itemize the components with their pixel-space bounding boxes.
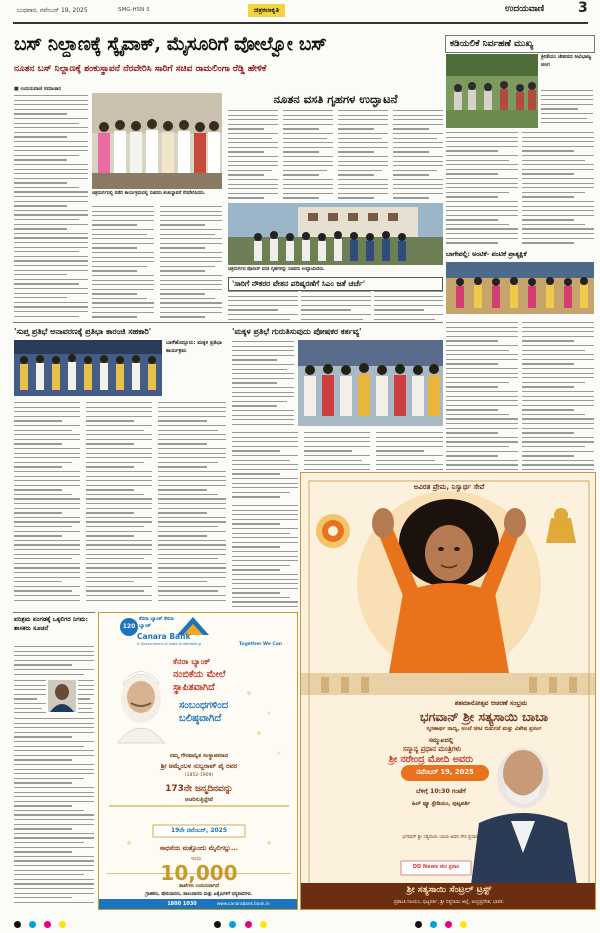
obit-lines-side-r xyxy=(78,680,94,714)
sai-presence: ಸಮ್ಮುಖದಲ್ಲಿ xyxy=(428,737,454,744)
magenta-mark-3 xyxy=(445,921,452,928)
sai-date: ನವೆಂಬರ್ 19, 2025 xyxy=(416,768,474,776)
sai-name: ಭಗವಾನ್ ಶ್ರೀ ಸತ್ಯಸಾಯಿ ಬಾಬಾ xyxy=(419,709,549,724)
sai-trust: ಶ್ರೀ ಸತ್ಯಸಾಯಿ ಸೆಂಟ್ರಲ್ ಟ್ರಸ್ಟ್ xyxy=(406,885,492,895)
canara-tagline: Together We Can xyxy=(239,642,282,647)
right-headline: ಕಡಿಯಲಿಕೆ ನಿರ್ವಹಣೆ ಮುಖ್ಯ xyxy=(445,35,595,53)
mid-story-lines-b xyxy=(160,206,222,318)
print-marks xyxy=(14,914,589,924)
canara-website: www.canarabank.bank.in xyxy=(217,901,270,906)
hostel-headline: ನೂತನ ವಸತಿ ಗೃಹಗಳ ಉದ್ಘಾಟನೆ xyxy=(273,92,398,106)
obit-photo xyxy=(48,680,76,712)
right-side-note: ಕ್ರೀಡೆಯು ಜೀವನದ ಅವಿಭಾಜ್ಯ ಅಂಗ xyxy=(541,54,592,68)
canara-anniv: 120 xyxy=(122,623,136,630)
main-headline: ಬಸ್‌ ನಿಲ್ದಾಣಕ್ಕೆ ಸ್ಕೈವಾಕ್, ಮೈಸೂರಿಗೆ ವೋಲ್ವೋ ಬಸ್ xyxy=(14,34,327,55)
page-number: 3 xyxy=(578,0,588,16)
right-col-lines-a xyxy=(446,132,518,247)
canara-celebrating: ಆಚರಿಸುತ್ತಿದ್ದೇವೆ xyxy=(185,797,213,803)
sai-ad xyxy=(300,472,596,910)
story5-photo xyxy=(298,340,443,426)
canara-today: ಇಂದು xyxy=(191,856,202,862)
sai-live: ಭಗವಾನ್ ಶ್ರೀ ಸತ್ಯಸಾಯಿ ಬಾಬಾ ಅವರ ನೇರ ಪ್ರಸಾರ xyxy=(402,835,478,840)
canara-toll-free: 1800 1030 xyxy=(167,901,197,907)
story3-lines-a xyxy=(446,322,518,472)
divider-2 xyxy=(13,612,95,613)
story4-lines-b xyxy=(86,402,152,607)
story2-lines-c xyxy=(374,291,443,321)
canara-footer: ಗ್ರಾಹಕರು, ಷೇರುದಾರರು, ಪಾಲುದಾರರು ಮತ್ತು ಹಿತೈಷಿಗಳಿಗೆ ಧನ್ಯವಾದಗಳು. xyxy=(145,892,253,897)
divider-1 xyxy=(13,322,443,323)
sai-release: ಸ್ಮರಣಾರ್ಥ ನಾಣ್ಯ, ಅಂಚೆ ಚೀಟಿ ಬಿಡುಗಡೆ ಮತ್ತು ವಿಶೇಷ ಪ್ರಸಂಗ xyxy=(426,726,542,732)
story2-lines-b xyxy=(301,291,371,321)
magenta-mark xyxy=(44,921,51,928)
story-headline-4: 'ಸುಪ್ತ ಪ್ರತಿಭೆ ಅನಾವರಣಕ್ಕೆ ಪ್ರತಿಭಾ ಕಾರಂಜಿ ಸಹಕಾರಿ' xyxy=(14,326,152,336)
canara-founder-1: ನಮ್ಮ ಗೌರವಾನ್ವಿತ ಸಂಸ್ಥಾಪಕರಾದ xyxy=(169,753,229,759)
hostel-photo xyxy=(228,203,443,265)
story5-lines-e xyxy=(232,505,298,607)
canara-name-en: Canara Bank xyxy=(137,632,191,641)
canara-value-line: ಸಾಧನೆಯ ಮತ್ತೊಂದು ಮೈಲಿಗಲ್ಲು... xyxy=(159,844,239,852)
right-side-lines xyxy=(541,90,593,126)
right-col-lines-b xyxy=(522,132,594,247)
canara-ad xyxy=(98,612,298,910)
canara-sub: A Government of India Undertaking xyxy=(137,642,201,646)
obit-lines-b xyxy=(14,718,94,908)
photo-caption-1: ಚಿತ್ರದುರ್ಗದಲ್ಲಿ ನಡೆದ ಕಾರ್ಯಕ್ರಮದಲ್ಲಿ ಸಚಿವರು ಶಂಕುಸ್ಥಾಪನೆ ನೆರವೇರಿಸಿದರು. xyxy=(92,191,206,196)
hostel-lines-d xyxy=(393,110,443,200)
sai-pm-name: ಶ್ರೀ ನರೇಂದ್ರ ಮೋದಿ ಅವರು xyxy=(388,754,474,765)
bureau-line: ■ ಉದಯವಾಣಿ ಸಮಾಚಾರ xyxy=(14,86,61,92)
story5-lines-c xyxy=(304,432,370,470)
story5-lines-d xyxy=(376,432,443,470)
story4-lines-c xyxy=(158,402,226,607)
date-line: ಬುಧವಾರ, ನವೆಂಬರ್ 19, 2025 xyxy=(17,7,88,14)
canara-headline-3: ಸ್ಥಾಪಿತವಾಗಿದೆ xyxy=(173,682,215,693)
cyan-mark-3 xyxy=(430,921,437,928)
story3-photo xyxy=(446,262,594,314)
yellow-mark xyxy=(59,921,66,928)
right-top-photo xyxy=(446,54,538,128)
yellow-mark-2 xyxy=(260,921,267,928)
magenta-mark-2 xyxy=(245,921,252,928)
canara-headline-5: ಬಲಿಷ್ಠವಾಗಿದೆ xyxy=(179,713,222,724)
sai-pm-title: ಸನ್ಮಾನ್ಯ ಪ್ರಧಾನ ಮಂತ್ರಿಗಳು xyxy=(402,745,462,753)
canara-founder-2: ಶ್ರೀ ಅಮ್ಮೆಂಬಳ ಸುಬ್ಬರಾವ್ ಪೈ ರವರ xyxy=(160,762,238,770)
black-mark xyxy=(214,921,221,928)
edition-code: SMG-HSN 3 xyxy=(118,7,150,13)
sai-centenary: ಶತಮಾನೋತ್ಸವ ಆಚರಣೆ ಸಂಭ್ರಮ xyxy=(454,699,528,707)
canara-birth-anniv: 173ನೇ ಜನ್ಮದಿನವನ್ನು xyxy=(165,784,233,794)
story-headline-3: ಬಾಗೇಪಲ್ಲಿ: ಅಂಟಿಕೆ- ಪಂಟಿಕೆ ಪ್ರಾತ್ಯಕ್ಷಿಕೆ xyxy=(446,250,527,258)
left-story-lines xyxy=(14,95,88,320)
canara-date: 19ನೇ ನವೆಂಬರ್, 2025 xyxy=(170,827,228,834)
hostel-lines-c xyxy=(338,110,388,200)
canara-headline-2: ನಂಬಿಕೆಯ ಮೇಲೆ xyxy=(173,669,226,680)
sai-channel: DD News ನೇರ ಪ್ರಸಾರ xyxy=(412,864,460,870)
yellow-mark-3 xyxy=(460,921,467,928)
hostel-lines-a xyxy=(228,110,278,200)
registration-mark xyxy=(14,921,21,928)
story4-lines-a xyxy=(14,402,80,607)
story5-lines-b xyxy=(232,432,298,500)
story4-photo xyxy=(14,340,162,396)
cyan-mark xyxy=(29,921,36,928)
cyan-mark-2 xyxy=(229,921,236,928)
main-photo xyxy=(92,93,222,189)
story-headline-2: 'ಸಾರಿಗೆ ನೌಕರರ ವೇತನ ಪರಿಷ್ಕರಣೆಗೆ ಸಿಎಂ ಜತೆ ಚರ್ಚೆ' xyxy=(228,277,443,291)
obit-title: ಪರಿಶ್ರಮ ಪಂಗಡಕ್ಕೆ ಒಕ್ಕಲಿಗರ ನಿಗಮ: ಶಾಸಕರು ಸೂಚನೆ xyxy=(14,616,88,632)
obit-lines-side xyxy=(14,680,46,714)
sai-time: ಬೆಳಿಗ್ಗೆ 10:30 ಗಂಟೆಗೆ xyxy=(416,788,466,795)
canara-branches: 10,000 xyxy=(160,861,238,885)
canara-branches-sub: ಶಾಖೆಗಳು ಉದಯವಾಗಿದೆ xyxy=(179,884,219,889)
section-label: ಚಿತ್ರಕಲಾಕೃತಿ xyxy=(248,4,285,17)
canara-name-kn: ಕೆನರಾ ಬ್ಯಾಂಕ್ ಕೆನರಾ ಬ್ಯಾಂಕ್ xyxy=(139,616,174,629)
story2-lines-a xyxy=(228,291,298,321)
sub-headline: ನೂತನ ಬಸ್ ನಿಲ್ದಾಣಕ್ಕೆ ಶಂಕುಸ್ಥಾಪನೆ ನೆರವೇರಿಸಿ ಸಾರಿಗೆ ಸಚಿವ ರಾಮಲಿಂಗಾ ರೆಡ್ಡಿ ಹೇಳಿಕೆ xyxy=(14,64,267,74)
sai-top-text: ಅವಿರತ ಪ್ರೇಮ, ನಿಸ್ವಾರ್ಥ ಸೇವೆ xyxy=(413,483,485,491)
mid-story-lines-a xyxy=(92,206,154,318)
sai-trust-sub: ಪ್ರಶಾಂತಿ ನಿಲಯಂ, ಪುಟ್ಟಪರ್ತಿ, ಶ್ರೀ ಸತ್ಯಸಾಯಿ ಜಿಲ್ಲೆ, ಆಂಧ್ರಪ್ರದೇಶ, ಭಾರತ. xyxy=(394,900,504,905)
sai-ad-art xyxy=(301,473,596,910)
story4-side-note: ಬಾಳೆಹೊನ್ನೂರು: ಮಕ್ಕಳ ಪ್ರತಿಭಾ ಕಾರ್ಯಕ್ರಮ xyxy=(166,340,222,354)
sai-venue: ಹಿಲ್ ವ್ಯೂ ಸ್ಟೇಡಿಯಂ, ಪುಟ್ಟಪರ್ತಿ xyxy=(411,801,471,807)
black-mark-3 xyxy=(415,921,422,928)
canara-founder-years: (1852-1909) xyxy=(184,773,214,778)
story-headline-5: 'ಮಕ್ಕಳ ಪ್ರತಿಭೆ ಗುರುತಿಸುವುದು ಪೋಷಕರ ಕರ್ತವ್ಯ' xyxy=(232,326,362,336)
canara-headline-4: ಸಂಬಂಧಗಳಿಂದ xyxy=(179,700,229,711)
hostel-lines-b xyxy=(283,110,333,200)
paper-name: ಉದಯವಾಣಿ xyxy=(505,4,545,14)
canara-headline-1: ಕೆನರಾ ಬ್ಯಾಂಕ್ xyxy=(173,657,211,666)
photo-caption-2: ಚಿತ್ರದುರ್ಗದ ಪೊಲೀಸ್ ವಸತಿ ಗೃಹಗಳನ್ನು ಸಚಿವರು ಉದ್ಘಾಟಿಸಿದರು. xyxy=(228,267,325,272)
masthead xyxy=(0,0,600,30)
obit-lines-a xyxy=(14,646,94,678)
story3-lines-b xyxy=(522,322,594,472)
masthead-rule xyxy=(13,22,588,24)
story5-lines-a xyxy=(232,341,294,427)
